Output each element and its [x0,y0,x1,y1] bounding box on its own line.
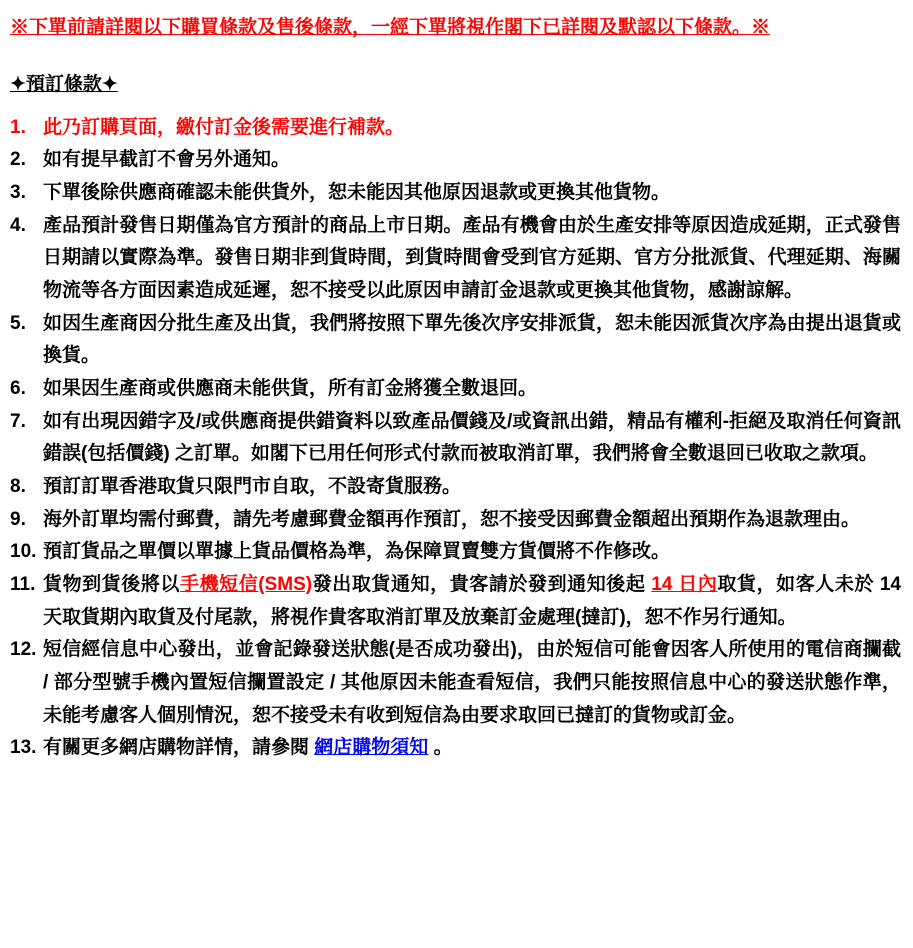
term-item [10,471,901,504]
term-number: 8. [10,475,26,497]
term-number: 13. [10,737,37,759]
term-item [10,536,901,569]
term-text-segment: 下單後除供應商確認未能供貨外，恕未能因其他原因退款或更換其他貨物。 [43,181,671,203]
term-text [43,177,901,210]
term-text [43,569,901,634]
term-text [43,406,901,471]
term-number: 4. [10,214,26,236]
term-text-segment: 有關更多網店購物詳情，請參閱 [43,737,315,759]
term-text-segment: 產品預計發售日期僅為官方預計的商品上市日期。產品有機會由於生產安排等原因造成延期，正式發售日期請以實際為準。發售日期非到貨時間，到貨時間會受到官方延期、官方分批派貨、代理延期、海關物流等各方面因素造成延遲，恕不接受以此原因申請訂金退款或更換其他貨物，感謝諒解。 [43,214,901,301]
term-text-segment: 如因生產商因分批生產及出貨，我們將按照下單先後次序安排派貨，恕未能因派貨次序為由提出退貨或換貨。 [43,312,901,367]
term-item [10,210,901,308]
term-item [10,308,901,373]
term-number: 7. [10,410,26,432]
term-item [10,177,901,210]
term-text [43,536,901,569]
term-text [43,634,901,732]
term-text-segment: 如有提早截訂不會另外通知。 [43,149,291,171]
term-text-segment: 海外訂單均需付郵費，請先考慮郵費金額再作預訂，恕不接受因郵費金額超出預期作為退款理由。 [43,508,861,530]
term-item [10,406,901,471]
term-text-segment: 如果因生產商或供應商未能供貨，所有訂金將獲全數退回。 [43,377,538,399]
term-number: 1. [10,116,26,138]
term-text-segment: 如有出現因錯字及/或供應商提供錯資料以致產品價錢及/或資訊出錯，精品有權利-拒絕及取消任何資訊錯誤(包括價錢) 之訂單。如閣下已用任何形式付款而被取消訂單，我們將會全數退回已收取之款項。 [43,410,901,465]
term-number: 3. [10,181,26,203]
terms-list [10,112,901,765]
term-number: 11. [10,573,36,595]
term-text-segment: 貨物到貨後將以 [43,573,181,595]
term-text-segment: 。 [428,737,453,759]
term-item [10,373,901,406]
term-text [43,504,901,537]
preorder-terms-page [10,14,901,765]
pickup-deadline-highlight: 14 日內 [651,573,718,595]
term-number: 5. [10,312,26,334]
term-text [43,144,901,177]
sms-highlight: 手機短信(SMS) [180,573,313,595]
term-text-segment: 短信經信息中心發出，並會記錄發送狀態(是否成功發出)，由於短信可能會因客人所使用的電信商攔截 / 部分型號手機內置短信攔置設定 / 其他原因未能查看短信，我們只能按照信息中心的發送狀態作準，未能考慮客人個別情況，恕不接受未有收到短信為由要求取回已撻訂的貨物或訂金。 [43,639,901,726]
term-number: 9. [10,508,26,530]
term-text-segment: 此乃訂購頁面，繳付訂金後需要進行補款。 [43,116,405,138]
term-number: 12. [10,639,37,661]
term-text-segment: 預訂貨品之單價以單據上貨品價格為準，為保障買賣雙方貨價將不作修改。 [43,541,671,563]
term-item [10,569,901,634]
term-number: 2. [10,149,26,171]
term-number: 6. [10,377,26,399]
term-text-segment: 發出取貨通知，貴客請於發到通知後起 [312,573,652,595]
term-text [43,471,901,504]
term-item [10,112,901,145]
term-text [43,112,901,145]
term-text-segment: 預訂訂單香港取貨只限門市自取，不設寄貨服務。 [43,475,462,497]
term-item [10,732,901,765]
term-text-segment: 取貨，如客人未於 14 天取貨期內取貨及付尾款，將視作貴客取消訂單及放棄訂金處理(撻訂)，恕不作另行通知。 [43,573,902,628]
term-number: 10. [10,541,37,563]
section-header-preorder-terms: ✦預訂條款✦ [10,73,118,95]
term-item [10,144,901,177]
page-title: ※下單前請詳閱以下購買條款及售後條款，一經下單將視作閣下已詳閱及默認以下條款。※ [10,17,771,38]
term-item [10,504,901,537]
term-text [43,732,901,765]
shop-guide-link[interactable]: 網店購物須知 [314,737,429,759]
term-text [43,210,901,308]
term-text [43,308,901,373]
term-text [43,373,901,406]
term-item [10,634,901,732]
